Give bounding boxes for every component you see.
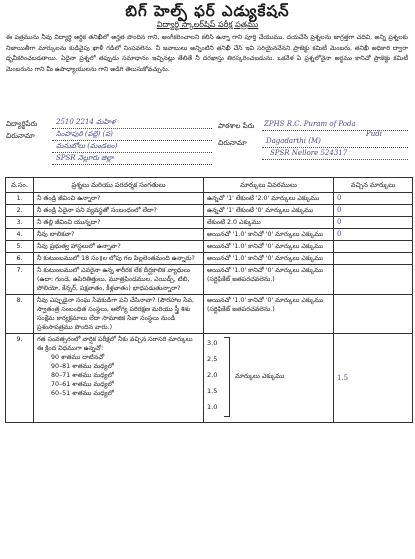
row-marks-rule: లేకుంటే 2.0 ఎక్కుము xyxy=(204,217,334,229)
row-marks-rule: అయినచో '1.0' కానిచో '0' మార్కులు ఎక్కుము (సర్టిఫికేట్ జతపరచవలెను.) xyxy=(204,265,334,295)
school-address-label: చిరునామా xyxy=(218,139,247,147)
row-marks-rule: ఉన్నచో '1' లేకుంటే '0' మార్కులు ఎక్కుము xyxy=(204,205,334,217)
row-number: 1. xyxy=(6,193,34,205)
grade-line: 80–71 శాతము మధ్యలో xyxy=(51,372,114,379)
table-row xyxy=(6,265,413,295)
grade-bracket xyxy=(224,337,230,417)
school-name-label: పాఠశాల పేరు xyxy=(218,122,255,130)
student-id-label: విద్యార్థిపేరు xyxy=(6,120,38,128)
row-question: నీవు ఎప్పుడైనా సంఘ సేవకుడిగా పని చేసినావా? (పౌరహాల సేవ, స్వాతంత్ర సంబంధిత సంస్థలు, ఆరోగ్య పరిరక్షణ మరియు స్త్రీ శిశు సంక్షేమ కార్యక్రమాలు లేదా సామాజిక సేవా సంస్థలు నుండి ప్రశంసాపత్రము పొందిన వారు.) xyxy=(34,295,204,334)
grade-line: 90 శాతము దాటినచో xyxy=(51,354,105,361)
row-score[interactable] xyxy=(334,241,413,253)
row-number: 8. xyxy=(6,295,34,334)
grade-line: 90–81 శాతము మధ్యలో xyxy=(51,363,114,370)
table-row xyxy=(6,217,413,229)
row-marks-rule: అయినచో '1.0' కానిచో '0' మార్కులు ఎక్కుము xyxy=(204,229,334,241)
row-score[interactable]: 1.5 xyxy=(334,334,413,423)
mandal-value[interactable]: మనుబోలు (మండలం) xyxy=(56,142,118,150)
table-row xyxy=(6,253,413,265)
district-value[interactable]: SPSR నెల్లూరు జిల్లా xyxy=(56,154,114,162)
row-question: నీ కుటుంబములో 18 సం॥ల లోపు గల పిల్లలెంతమంది ఉన్నారు? xyxy=(34,253,204,265)
questions-table xyxy=(5,177,413,423)
table-row xyxy=(6,295,413,334)
row-score[interactable]: 0 xyxy=(334,217,413,229)
row-score[interactable] xyxy=(334,265,413,295)
col-header-marks-obtained: వచ్చిన మార్కులు xyxy=(334,178,413,193)
form-subtitle: విద్యార్థి స్కాలర్‌షిప్ పరీక్ష పత్రము xyxy=(156,20,259,29)
address-value[interactable]: సింహపురి (పల్లె) (ప) xyxy=(56,130,113,138)
row-marks-rule: అయినచో '1.0' కానిచో '0' మార్కులు ఎక్కుము xyxy=(204,241,334,253)
row-question: నీవు బాలికవా? xyxy=(34,229,204,241)
grade-marks-label: మార్కులు ఎక్కుము xyxy=(235,372,285,380)
row-number: 9. xyxy=(6,334,34,423)
col-header-question: ప్రశ్నలు మరియు పరదర్శక సంగతులు xyxy=(34,178,204,193)
row-score[interactable]: 0 xyxy=(334,205,413,217)
student-id-value[interactable]: 2510 2214 మహిళ xyxy=(56,118,116,126)
student-details xyxy=(0,118,415,172)
row-marks-rule xyxy=(204,334,334,423)
grade-score: 3.0 xyxy=(207,339,218,347)
row-score[interactable]: 0 xyxy=(334,193,413,205)
row-score[interactable]: 0 xyxy=(334,229,413,241)
school-name-value[interactable]: ZPHS R.C. Puram of Poda xyxy=(264,120,356,128)
row-number: 5. xyxy=(6,241,34,253)
table-header-row xyxy=(6,178,413,193)
row-marks-rule: అయినచో '1.0' కానిచో '0' మార్కులు ఎక్కుము xyxy=(204,253,334,265)
row-score[interactable] xyxy=(334,295,413,334)
row-question: నీ తండ్రి జీవించి ఉన్నారా? xyxy=(34,193,204,205)
grade-score: 2.0 xyxy=(207,371,218,379)
row-marks-rule: అయినచో '1.0' కానిచో '0' మార్కులు ఎక్కుము (సర్టిఫికేట్ జతపరచవలెను.) xyxy=(204,295,334,334)
col-header-number: వ.సం. xyxy=(6,178,34,193)
grade-line: 60–51 శాతము మధ్యలో xyxy=(51,390,114,397)
school-name-extra[interactable]: Pudi xyxy=(366,130,382,138)
row-question: నీ తల్లి జీవించి యున్నదా? xyxy=(34,217,204,229)
row-question xyxy=(34,334,204,423)
form-title: బిగ్ హెల్ప్ ఫర్ ఎడ్యుకేషన్ xyxy=(125,2,290,20)
row-question: నీ తండ్రి ఏదైనా పని వ్యవస్థతో సంబంధంలో లేదా? xyxy=(34,205,204,217)
table-row xyxy=(6,241,413,253)
row-marks-rule: ఉన్నచో '1' లేకుంటే '2.0' మార్కులు ఎక్కుము xyxy=(204,193,334,205)
row-number: 3. xyxy=(6,217,34,229)
row-number: 7. xyxy=(6,265,34,295)
row-number: 2. xyxy=(6,205,34,217)
table-row xyxy=(6,205,413,217)
instructions-paragraph: ఈ పత్రమును నీవు విద్యార్థి ఆర్థిక తనిఖీలో అర్హత పొందిన గాని, అంగీకరించాలని కలిసి ఉన్నా గాని పూర్తి చేయుము. దయచేసి ప్రశ్నలను జాగ్రత్తగా చదివి, అన్ని ప్రశ్నలకు నిజాయితీగా మార్కులను కుడివైపు ఖాళీ గడిలో నింపవలెను. నీ జవాబులు అన్నింటిని తనిఖీ చేసి ఇవి సరియైనవేనని ప్రాజెక్టు కమిటీ మెంబరు, తనిఖీ అధికారి ద్వారా ధృవీకరించబడతాయి. ఏదైనా ప్రశ్నలో తప్పుడు సమాధానం ఇచ్చినట్లు తేలితే నీ దరఖాస్తు తిరస్కరించబడును. ఒకవేళ ఏ ప్రశ్నలోనైనా అర్థము కానిచో ప్రాజెక్టు కమిటీ మెంబరును గాని మీ ఉపాధ్యాయులను గాని అడిగి తెలుసుకోవచ్చును. xyxy=(6,34,408,74)
grade-score-list xyxy=(207,335,330,421)
grade-score: 1.0 xyxy=(207,403,218,411)
table-row xyxy=(6,193,413,205)
table-row xyxy=(6,229,413,241)
school-address-value-2[interactable]: SPSR Nellore 524317 xyxy=(270,149,348,157)
row-question: నీవు ప్రభుత్వ హాస్టలులో ఉన్నావా? xyxy=(34,241,204,253)
row-number: 4. xyxy=(6,229,34,241)
grade-line: 70–61 శాతము మధ్యలో xyxy=(51,381,114,388)
grade-score: 2.5 xyxy=(207,355,218,363)
grade-score: 1.5 xyxy=(207,387,218,395)
row-question: నీ కుటుంబములో ఎవరైనా ఉన్న శారీరక లేక దీర్ఘకాలిక వ్యాధులు (ఉదా: గుండె, ఉపిరితిత్తులు, మూత్రపిండముల, ఎయిడ్స్, టిబి, పోలియో, కేన్సర్, పక్షవాతం, కీళ్లవాతం) భాధపడుతున్నారా? xyxy=(34,265,204,295)
table-row xyxy=(6,334,413,423)
grade-question-text: గత సంవత్సరంలో వార్షిక పరీక్షలో నీకు వచ్చిన సరాసరి మార్కులు ఈ క్రింద విధముగా ఉన్నచో: xyxy=(37,336,193,352)
address-label: చిరునామా xyxy=(6,132,35,140)
school-address-value[interactable]: Dagadarthi (M) xyxy=(266,137,321,145)
row-score[interactable] xyxy=(334,253,413,265)
row-number: 6. xyxy=(6,253,34,265)
col-header-marks-detail: మార్కులు వివరములు xyxy=(204,178,334,193)
